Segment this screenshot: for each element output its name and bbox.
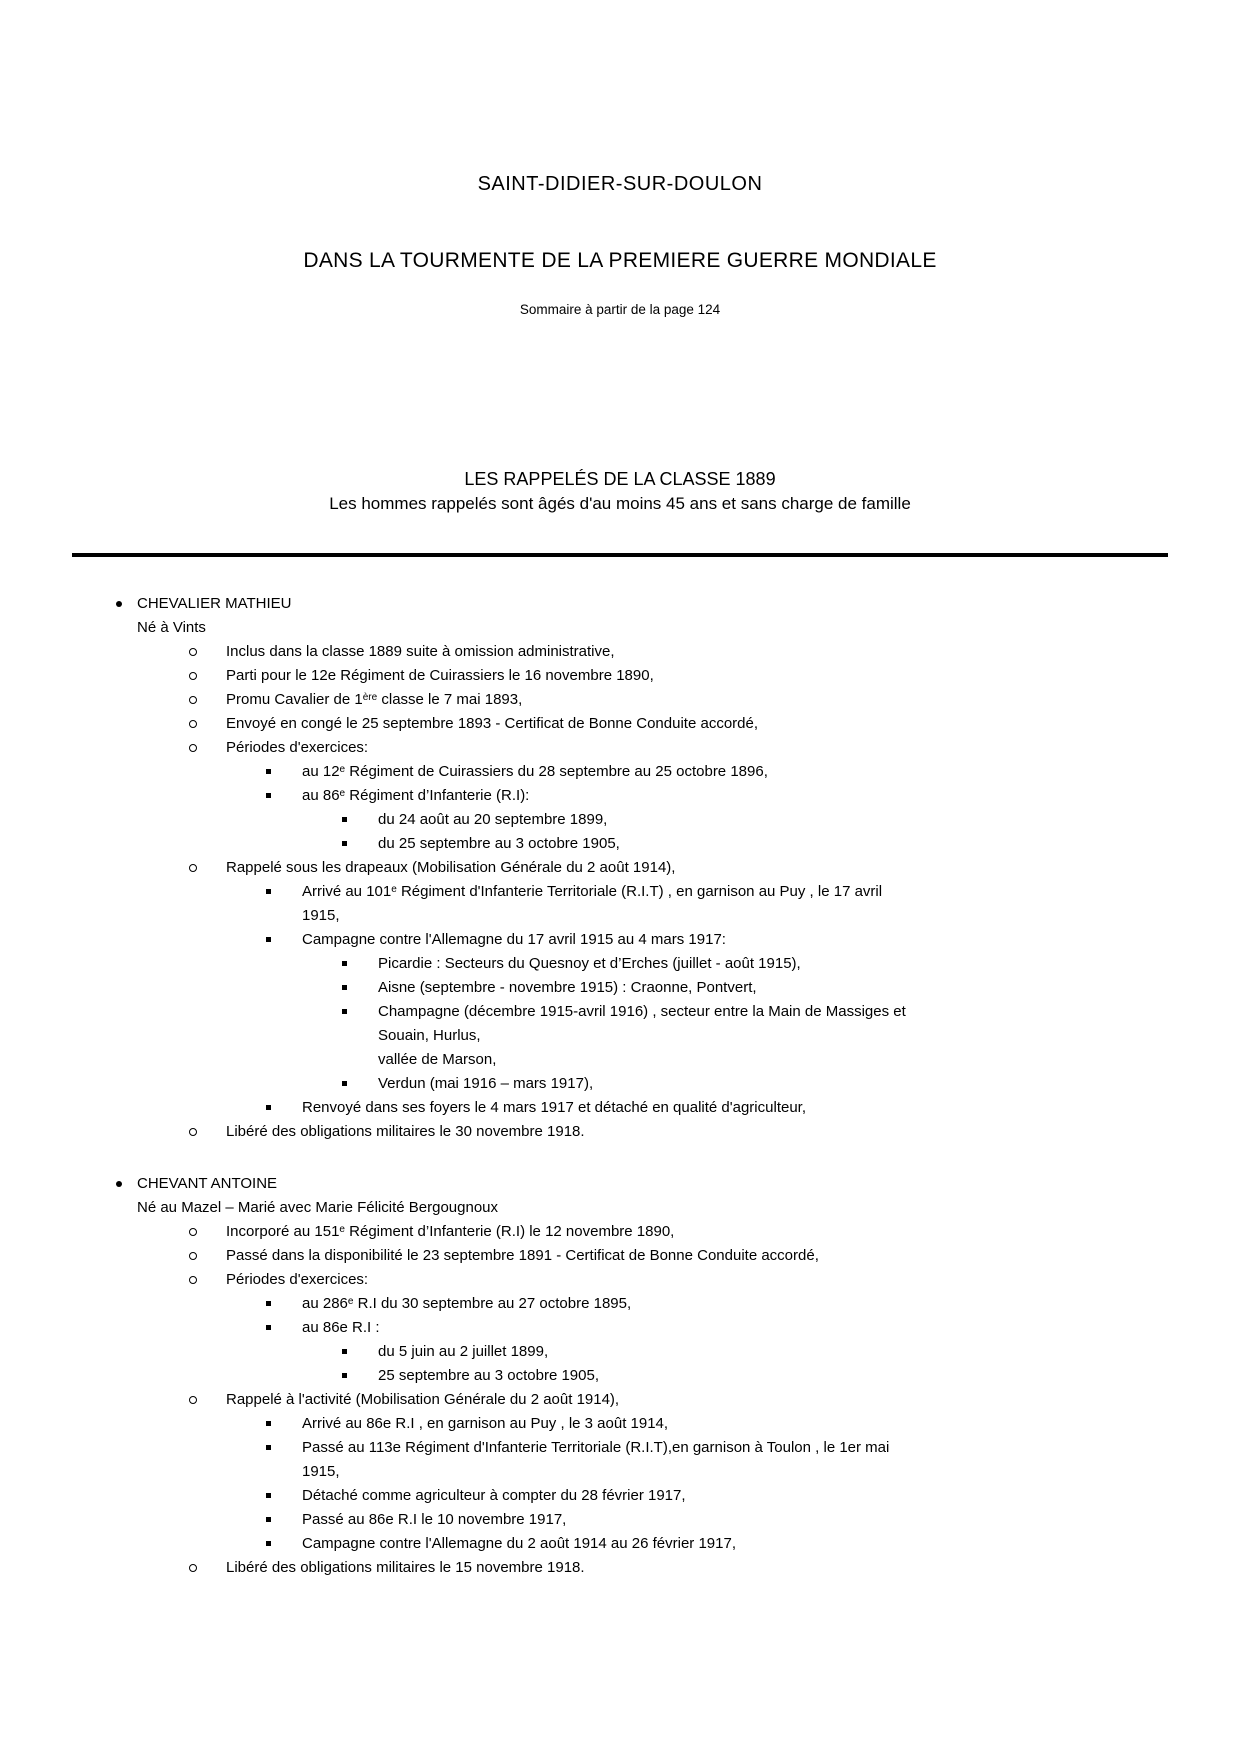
square-bullet-icon	[266, 1301, 271, 1306]
list-item-text: Né à Vints	[137, 619, 206, 636]
list-item-text: du 5 juin au 2 juillet 1899,	[378, 1343, 549, 1360]
list-item	[72, 736, 1168, 760]
list-item	[72, 664, 1168, 688]
list-item-text: Champagne (décembre 1915-avril 1916) , secteur entre la Main de Massiges et	[378, 1003, 906, 1020]
list-item-text: Périodes d'exercices:	[226, 739, 369, 756]
summary-note: Sommaire à partir de la page 124	[519, 302, 721, 317]
list-item	[72, 1316, 1168, 1340]
entry-name	[72, 1172, 1168, 1196]
list-item	[72, 1096, 1168, 1120]
circle-bullet-icon	[189, 696, 197, 704]
list-item-text: CHEVANT ANTOINE	[137, 1175, 278, 1192]
list-item-text: au 86e R.I :	[302, 1319, 380, 1336]
list-item-text: Détaché comme agriculteur à compter du 28 février 1917,	[302, 1487, 686, 1504]
list-item-text: Parti pour le 12e Régiment de Cuirassiers le 16 novembre 1890,	[226, 667, 654, 684]
square-bullet-icon	[266, 1105, 271, 1110]
list-item-text: CHEVALIER MATHIEU	[137, 595, 292, 612]
list-item	[72, 1024, 1168, 1048]
list-item-text: 1915,	[302, 1463, 340, 1480]
circle-bullet-icon	[189, 1396, 197, 1404]
list-item-text: Rappelé sous les drapeaux (Mobilisation Générale du 2 août 1914),	[226, 859, 676, 876]
circle-bullet-icon	[189, 672, 197, 680]
list-item-text: 1915,	[302, 907, 340, 924]
circle-bullet-icon	[189, 1564, 197, 1572]
list-item-text: Passé au 86e R.I le 10 novembre 1917,	[302, 1511, 567, 1528]
square-bullet-icon	[342, 961, 347, 966]
list-item	[72, 928, 1168, 952]
entry-birth-line	[72, 1196, 1168, 1220]
list-item	[72, 1388, 1168, 1412]
list-item-text: Promu Cavalier de 1ère classe le 7 mai 1893,	[226, 691, 523, 708]
document-title: SAINT-DIDIER-SUR-DOULON	[477, 173, 763, 195]
list-item	[72, 904, 1168, 928]
list-item-text: Rappelé à l'activité (Mobilisation Générale du 2 août 1914),	[226, 1391, 620, 1408]
entry-name	[72, 592, 1168, 616]
list-item-text: Arrivé au 101e Régiment d'Infanterie Territoriale (R.I.T) , en garnison au Puy , le 17 avril	[302, 883, 883, 900]
square-bullet-icon	[342, 1349, 347, 1354]
square-bullet-icon	[266, 1493, 271, 1498]
disc-bullet-icon	[116, 1181, 122, 1187]
list-item	[72, 952, 1168, 976]
square-bullet-icon	[266, 793, 271, 798]
square-bullet-icon	[342, 817, 347, 822]
list-item-text: Souain, Hurlus,	[378, 1027, 481, 1044]
square-bullet-icon	[342, 1009, 347, 1014]
list-item	[72, 712, 1168, 736]
horizontal-rule	[72, 553, 1168, 557]
section-subtitle: Les hommes rappelés sont âgés d'au moins 45 ans et sans charge de famille	[329, 494, 911, 513]
circle-bullet-icon	[189, 720, 197, 728]
square-bullet-icon	[266, 1325, 271, 1330]
square-bullet-icon	[266, 769, 271, 774]
list-item-text: au 12e Régiment de Cuirassiers du 28 septembre au 25 octobre 1896,	[302, 763, 768, 780]
list-item	[72, 832, 1168, 856]
list-item	[72, 1532, 1168, 1556]
document-subtitle: DANS LA TOURMENTE DE LA PREMIERE GUERRE MONDIALE	[303, 249, 937, 272]
list-item	[72, 1220, 1168, 1244]
square-bullet-icon	[266, 1517, 271, 1522]
list-item-text: vallée de Marson,	[378, 1051, 497, 1068]
list-item-text: Envoyé en congé le 25 septembre 1893 - Certificat de Bonne Conduite accordé,	[226, 715, 759, 732]
list-item-text: au 86e Régiment d’Infanterie (R.I):	[302, 787, 530, 804]
list-item	[72, 1120, 1168, 1144]
list-item-text: Passé au 113e Régiment d'Infanterie Territoriale (R.I.T),en garnison à Toulon , le 1er mai	[302, 1439, 890, 1456]
list-item	[72, 1508, 1168, 1532]
list-item	[72, 688, 1168, 712]
circle-bullet-icon	[189, 1228, 197, 1236]
list-item	[72, 1244, 1168, 1268]
circle-bullet-icon	[189, 1276, 197, 1284]
list-item-text: Incorporé au 151e Régiment d’Infanterie (R.I) le 12 novembre 1890,	[226, 1223, 675, 1240]
square-bullet-icon	[342, 841, 347, 846]
list-item	[72, 1000, 1168, 1024]
list-item	[72, 1292, 1168, 1316]
list-item-text: Renvoyé dans ses foyers le 4 mars 1917 et détaché en qualité d'agriculteur,	[302, 1099, 807, 1116]
circle-bullet-icon	[189, 1128, 197, 1136]
list-item	[72, 1268, 1168, 1292]
list-item	[72, 1460, 1168, 1484]
list-item	[72, 1412, 1168, 1436]
soldier-entry	[72, 1172, 1168, 1580]
square-bullet-icon	[266, 889, 271, 894]
list-item-text: Campagne contre l'Allemagne du 17 avril 1915 au 4 mars 1917:	[302, 931, 726, 948]
list-item-text: Verdun (mai 1916 – mars 1917),	[378, 1075, 594, 1092]
list-item-text: au 286e R.I du 30 septembre au 27 octobre 1895,	[302, 1295, 632, 1312]
list-item	[72, 1484, 1168, 1508]
list-item	[72, 1340, 1168, 1364]
list-item	[72, 1048, 1168, 1072]
list-item	[72, 640, 1168, 664]
list-item-text: Périodes d'exercices:	[226, 1271, 369, 1288]
list-item-text: Campagne contre l'Allemagne du 2 août 1914 au 26 février 1917,	[302, 1535, 736, 1552]
soldier-entry	[72, 592, 1168, 1144]
list-item-text: Inclus dans la classe 1889 suite à omission administrative,	[226, 643, 615, 660]
square-bullet-icon	[266, 1541, 271, 1546]
list-item-text: Libéré des obligations militaires le 15 novembre 1918.	[226, 1559, 585, 1576]
square-bullet-icon	[342, 1373, 347, 1378]
entries	[72, 592, 1168, 1580]
circle-bullet-icon	[189, 648, 197, 656]
section-title: LES RAPPELÉS DE LA CLASSE 1889	[464, 469, 776, 489]
list-item	[72, 1072, 1168, 1096]
list-item	[72, 808, 1168, 832]
circle-bullet-icon	[189, 744, 197, 752]
list-item-text: Picardie : Secteurs du Quesnoy et d’Erches (juillet - août 1915),	[378, 955, 801, 972]
list-item-text: du 24 août au 20 septembre 1899,	[378, 811, 608, 828]
list-item	[72, 760, 1168, 784]
square-bullet-icon	[266, 1421, 271, 1426]
list-item	[72, 1556, 1168, 1580]
list-item-text: du 25 septembre au 3 octobre 1905,	[378, 835, 620, 852]
square-bullet-icon	[342, 985, 347, 990]
list-item-text: Libéré des obligations militaires le 30 novembre 1918.	[226, 1123, 585, 1140]
list-item	[72, 856, 1168, 880]
list-item	[72, 880, 1168, 904]
square-bullet-icon	[342, 1081, 347, 1086]
list-item	[72, 784, 1168, 808]
list-item-text: Né au Mazel – Marié avec Marie Félicité Bergougnoux	[137, 1199, 499, 1216]
list-item-text: Arrivé au 86e R.I , en garnison au Puy , le 3 août 1914,	[302, 1415, 669, 1432]
circle-bullet-icon	[189, 864, 197, 872]
list-item-text: Aisne (septembre - novembre 1915) : Craonne, Pontvert,	[378, 979, 757, 996]
entry-birth-line	[72, 616, 1168, 640]
list-item	[72, 1436, 1168, 1460]
list-item-text: Passé dans la disponibilité le 23 septembre 1891 - Certificat de Bonne Conduite accordé,	[226, 1247, 819, 1264]
list-item	[72, 976, 1168, 1000]
disc-bullet-icon	[116, 601, 122, 607]
list-item	[72, 1364, 1168, 1388]
circle-bullet-icon	[189, 1252, 197, 1260]
square-bullet-icon	[266, 937, 271, 942]
square-bullet-icon	[266, 1445, 271, 1450]
list-item-text: 25 septembre au 3 octobre 1905,	[378, 1367, 599, 1384]
